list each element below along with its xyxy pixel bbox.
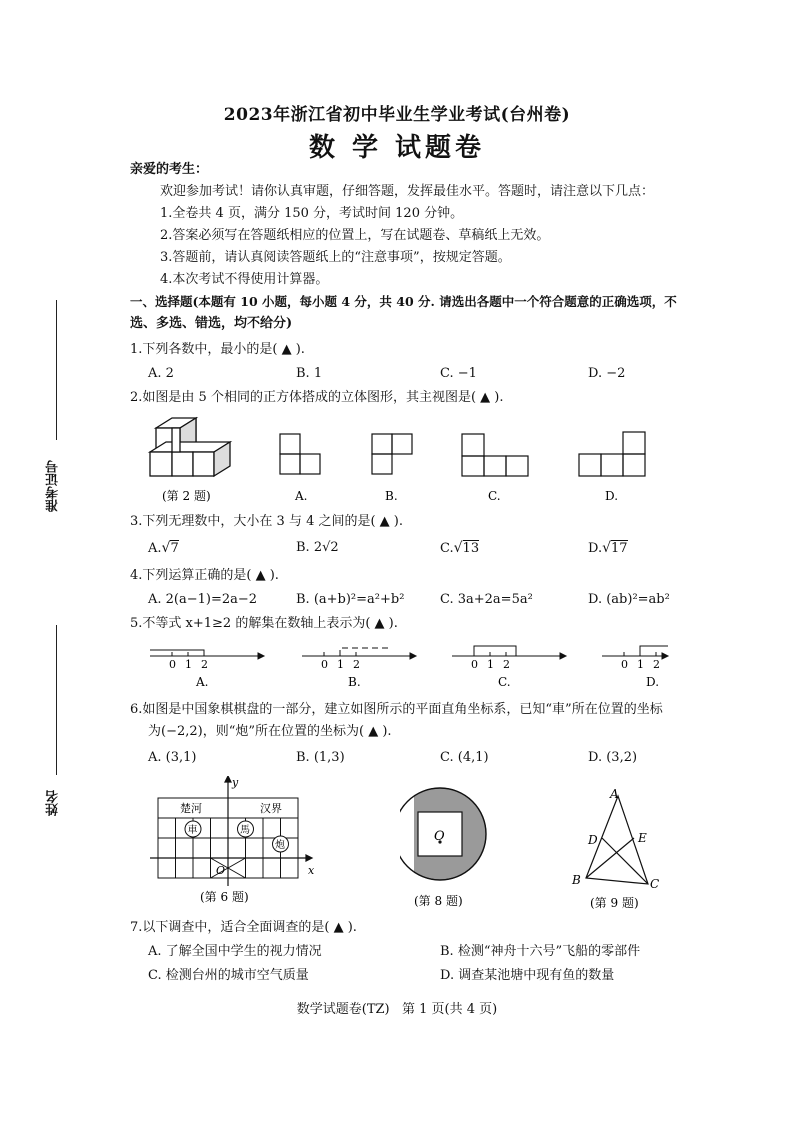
q5-c-tick-1: 1: [487, 658, 494, 671]
q5-a-tick-1: 1: [185, 658, 192, 671]
q1-option-c: C. −1: [440, 366, 477, 381]
q1-option-d: D. −2: [588, 366, 626, 381]
q3-option-b: B. 2√2: [296, 540, 339, 555]
q2-label-a: A.: [295, 489, 308, 503]
q9-vertex-a: A: [610, 787, 619, 801]
q5-stem: 5.不等式 x+1≥2 的解集在数轴上表示为( ▲ ).: [130, 616, 398, 631]
q7-option-c: C. 检测台州的城市空气质量: [148, 968, 309, 983]
q6-piece-ma: 馬: [240, 825, 250, 836]
q3-option-a: A.√7: [148, 540, 179, 556]
q9-vertex-e: E: [638, 831, 647, 845]
name-label: 姓名: [46, 790, 61, 816]
q5-number-lines: [140, 636, 670, 692]
id-number-line: [56, 300, 57, 440]
q5-label-b: B.: [348, 675, 361, 689]
q2-option-b-figure: [372, 434, 412, 474]
q8-figure: [400, 782, 500, 912]
q5-d-tick-0: 0: [621, 658, 628, 671]
q9-vertex-b: B: [572, 873, 581, 887]
q5-d-tick-2: 2: [653, 658, 660, 671]
q5-d-tick-1: 1: [637, 658, 644, 671]
q6-stem: 6.如图是中国象棋棋盘的一部分，建立如图所示的平面直角坐标系，已知“車”所在位置的坐标: [130, 702, 663, 717]
q6-axis-x: x: [308, 864, 315, 877]
q7-option-b: B. 检测“神舟十六号”飞船的零部件: [440, 944, 641, 959]
q6-chessboard-figure: [148, 776, 318, 906]
q5-label-c: C.: [498, 675, 511, 689]
q9-caption: (第 9 题): [590, 896, 639, 910]
q3-radicand-b: 2√2: [313, 540, 339, 555]
q4-stem: 4.下列运算正确的是( ▲ ).: [130, 568, 279, 583]
q2-figures: [140, 412, 660, 508]
q8-center-label: O: [434, 829, 445, 844]
exam-title: 2023年浙江省初中毕业生学业考试(台州卷): [223, 105, 571, 125]
q4-option-b: B. (a+b)²=a²+b²: [296, 592, 405, 607]
q6-river-left: 楚河: [180, 802, 202, 815]
q6-option-d: D. (3,2): [588, 750, 638, 765]
q2-label-c: C.: [488, 489, 501, 503]
q1-option-b: B. 1: [296, 366, 323, 381]
q5-b-tick-1: 1: [337, 658, 344, 671]
q8-caption: (第 8 题): [414, 894, 463, 908]
q7-option-a: A. 了解全国中学生的视力情况: [148, 944, 322, 959]
q2-label-b: B.: [385, 489, 398, 503]
q6-river-right: 汉界: [260, 802, 282, 815]
q4-option-c: C. 3a+2a=5a²: [440, 592, 533, 607]
q1-stem: 1.下列各数中，最小的是( ▲ ).: [130, 342, 305, 357]
q6-option-c: C. (4,1): [440, 750, 489, 765]
q3-radicand-a: 7: [170, 541, 179, 556]
q5-b-tick-2: 2: [353, 658, 360, 671]
q2-option-d-figure: [579, 432, 645, 476]
q5-label-a: A.: [196, 675, 209, 689]
q7-option-d: D. 调查某池塘中现有鱼的数量: [440, 968, 615, 983]
q6-origin: O: [216, 864, 226, 877]
welcome-text: 欢迎参加考试！请你认真审题，仔细答题，发挥最佳水平。答题时，请注意以下几点：: [160, 184, 655, 199]
q6-piece-che: 車: [187, 825, 198, 836]
q3-radicand-d: 17: [611, 541, 628, 556]
note-2: 2.答案必须写在答题纸相应的位置上，写在试题卷、草稿纸上无效。: [160, 228, 550, 243]
q6-axis-y: y: [232, 776, 239, 789]
page-footer: 数学试题卷(TZ) 第 1 页(共 4 页): [296, 1002, 498, 1017]
q6-caption: (第 6 题): [200, 890, 249, 904]
q2-option-c-figure: [462, 434, 528, 476]
q5-a-tick-2: 2: [201, 658, 208, 671]
q6-piece-pao: 炮: [275, 840, 285, 851]
q3-stem: 3.下列无理数中，大小在 3 与 4 之间的是( ▲ ).: [130, 514, 404, 529]
note-3: 3.答题前，请认真阅读答题纸上的“注意事项”，按规定答题。: [160, 250, 511, 265]
q5-c-tick-2: 2: [503, 658, 510, 671]
subject-title: 数 学 试题卷: [308, 133, 486, 163]
q1-option-a: A. 2: [148, 366, 174, 381]
q2-option-a-figure: [280, 434, 320, 474]
q9-vertex-d: D: [588, 833, 598, 847]
q2-caption: (第 2 题): [162, 489, 211, 503]
section1-heading-cont: 选、多选、错选，均不给分): [130, 316, 293, 331]
q5-label-d: D.: [646, 675, 660, 689]
q5-a-tick-0: 0: [169, 658, 176, 671]
q2-stem: 2.如图是由 5 个相同的正方体搭成的立体图形，其主视图是( ▲ ).: [130, 390, 504, 405]
note-4: 4.本次考试不得使用计算器。: [160, 272, 329, 287]
q6-option-b: B. (1,3): [296, 750, 345, 765]
q9-figure: [570, 786, 680, 912]
id-number-label: 准考证号: [46, 460, 61, 512]
q3-radicand-c: 13: [462, 541, 480, 556]
section1-heading: 一、选择题(本题有 10 小题，每小题 4 分，共 40 分. 请选出各题中一个符合题意的正确选项，不: [130, 294, 677, 309]
q2-label-d: D.: [605, 489, 619, 503]
q6-stem-cont: 为(−2,2)，则“炮”所在位置的坐标为( ▲ ).: [148, 724, 392, 739]
q9-vertex-c: C: [650, 877, 660, 891]
q5-c-tick-0: 0: [471, 658, 478, 671]
note-1: 1.全卷共 4 页，满分 150 分，考试时间 120 分钟。: [160, 206, 464, 221]
name-line: [56, 625, 57, 775]
q4-option-a: A. 2(a−1)=2a−2: [148, 592, 258, 607]
q6-option-a: A. (3,1): [148, 750, 197, 765]
q4-option-d: D. (ab)²=ab²: [588, 592, 670, 607]
q2-solid-figure: [150, 418, 230, 476]
q7-stem: 7.以下调查中，适合全面调查的是( ▲ ).: [130, 920, 357, 935]
q3-option-d: D.√17: [588, 540, 628, 556]
q5-b-tick-0: 0: [321, 658, 328, 671]
q3-option-c: C.√13: [440, 540, 480, 556]
greeting: 亲爱的考生：: [130, 162, 209, 177]
